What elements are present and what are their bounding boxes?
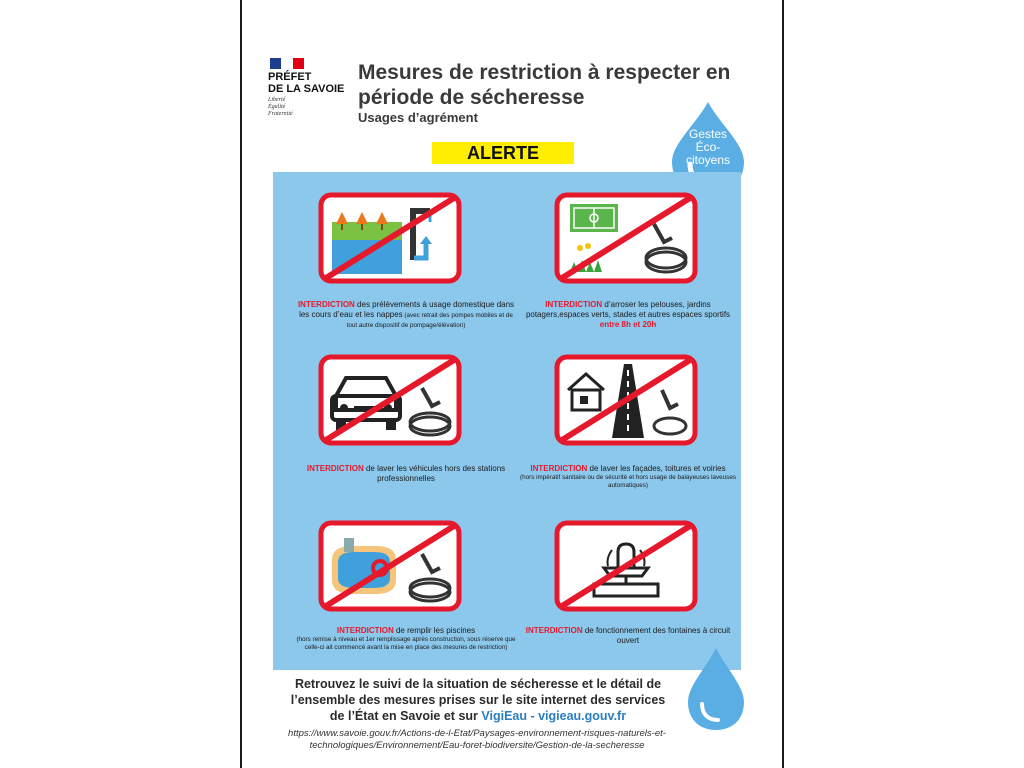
restriction-6-caption	[518, 626, 738, 646]
restriction-3-text: de laver les véhicules hors des stations professionnelles	[363, 464, 506, 483]
alert-level-badge: ALERTE	[432, 142, 574, 164]
footer-text: Retrouvez le suivi de la situation de sécheresse et le détail de l’ensemble des mesures prises sur le site internet des services de l’État en Savoie et sur	[290, 677, 666, 723]
restriction-3-keyword: INTERDICTION	[306, 464, 364, 473]
restriction-4-note: (hors impératif sanitaire ou de sécurité et hors usage de balayeuses laveuses automatiques)	[520, 474, 736, 489]
logo-title-line2: DE LA SAVOIE	[268, 83, 345, 95]
source-url[interactable]: https://www.savoie.gouv.fr/Actions-de-l-Etat/Paysages-environnement-risques-naturels-et-technologiques/Environnement/Eau-foret-biodiversite/Gestion-de-la-secheresse	[288, 728, 666, 751]
footer-info	[282, 676, 674, 724]
pool-filling-icon	[318, 520, 462, 612]
restriction-2-text: d’arroser les pelouses, jardins potagers,espaces verts, stades et autres espaces sportifs	[525, 300, 731, 319]
logo-motto	[268, 97, 358, 118]
river-pump-icon	[318, 192, 462, 284]
restriction-2-caption	[518, 300, 738, 330]
page-edge-left	[240, 0, 242, 768]
restriction-1-caption	[296, 300, 516, 330]
fountain-icon	[554, 520, 698, 612]
restriction-2-hours: entre 8h et 20h	[599, 320, 657, 329]
restriction-5-note: (hors remise à niveau et 1er remplissage après construction, sous réserve que celle-ci ait commencé avant la mise en place des mesures de restriction)	[296, 636, 516, 651]
restriction-4-keyword: INTERDICTION	[530, 464, 588, 473]
car-wash-icon	[318, 354, 462, 446]
restriction-5-keyword: INTERDICTION	[336, 626, 394, 635]
restriction-1-text: des prélèvements à usage domestique dans les cours d’eau et les nappes	[299, 300, 515, 319]
page-edge-right	[782, 0, 784, 768]
restriction-1-keyword: INTERDICTION	[297, 300, 355, 309]
motto-line1: Liberté	[268, 97, 286, 103]
flag-icon	[270, 58, 304, 69]
water-drop-icon-bottom	[686, 646, 746, 732]
eco-gestures-label	[672, 128, 744, 167]
restriction-1-note: (avec retrait des pompes mobiles et de tout autre dispositif de pompage/élévation)	[346, 312, 513, 329]
motto-line3: Fraternité	[268, 111, 293, 117]
restriction-5-caption	[296, 626, 516, 652]
restriction-3-caption	[296, 464, 516, 484]
restriction-4-text: de laver les façades, toitures et voiries	[587, 464, 726, 473]
restriction-5-text: de remplir les piscines	[393, 626, 476, 635]
restriction-6-keyword: INTERDICTION	[525, 626, 583, 635]
restriction-6-text: de fonctionnement des fontaines à circuit ouvert	[582, 626, 731, 645]
eco-line1: Gestes	[688, 127, 727, 141]
lawn-watering-icon	[554, 192, 698, 284]
motto-line2: Égalité	[268, 104, 286, 110]
page-title: Mesures de restriction à respecter en période de sécheresse	[358, 61, 731, 109]
eco-line2: Éco-	[695, 140, 721, 154]
facade-road-wash-icon	[554, 354, 698, 446]
logo-title-line1: PRÉFET	[268, 71, 312, 83]
prefecture-logo	[268, 58, 358, 118]
page-subtitle: Usages d’agrément	[358, 110, 478, 125]
vigieau-link[interactable]: VigiEau - vigieau.gouv.fr	[481, 709, 627, 723]
eco-line3: citoyens	[685, 153, 731, 167]
logo-title	[268, 71, 358, 95]
restriction-2-keyword: INTERDICTION	[545, 300, 603, 309]
restriction-4-caption	[518, 464, 738, 490]
